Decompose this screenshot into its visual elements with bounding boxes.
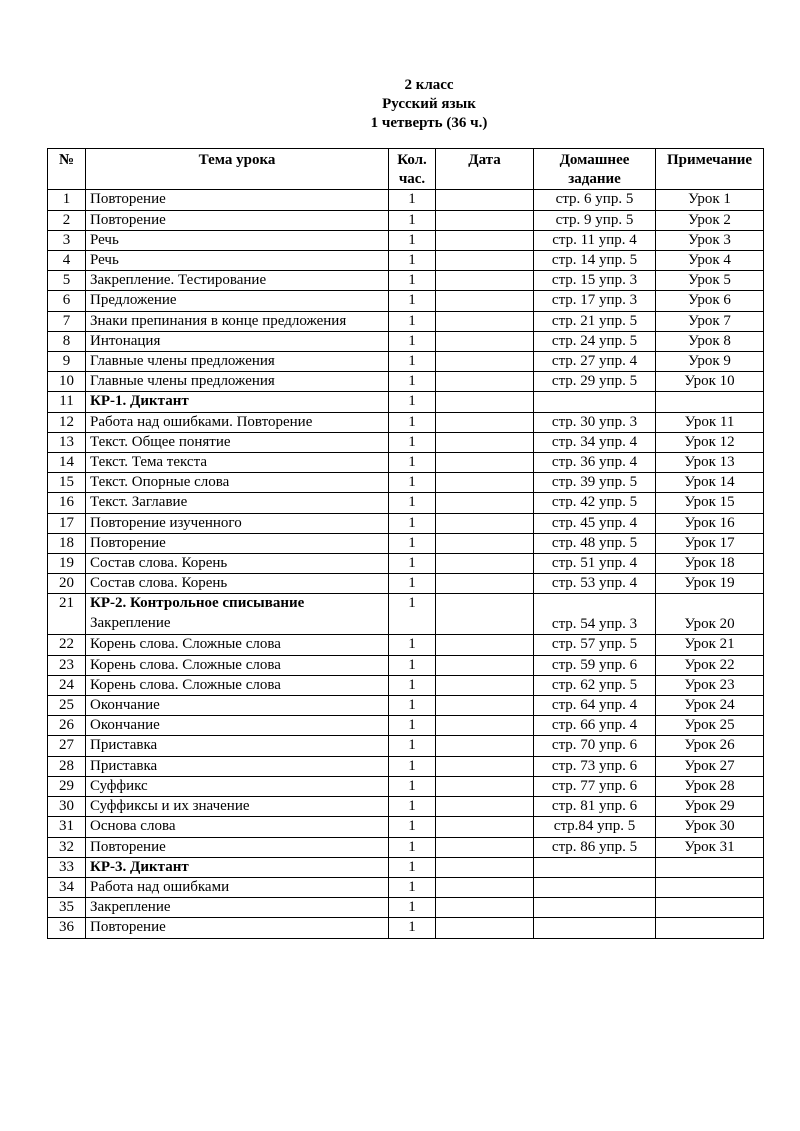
cell-note xyxy=(656,898,764,918)
cell-note: Урок 22 xyxy=(656,655,764,675)
cell-topic: КР-3. Диктант xyxy=(86,857,389,877)
table-row xyxy=(48,473,764,493)
table-row xyxy=(48,574,764,594)
cell-note: Урок 19 xyxy=(656,574,764,594)
cell-date xyxy=(436,594,534,635)
lesson-plan-table xyxy=(47,148,764,939)
cell-topic: Интонация xyxy=(86,331,389,351)
cell-homework: стр. 9 упр. 5 xyxy=(534,210,656,230)
table-row xyxy=(48,210,764,230)
cell-num: 4 xyxy=(48,251,86,271)
column-header-date: Дата xyxy=(436,149,534,190)
cell-note: Урок 26 xyxy=(656,736,764,756)
cell-homework: стр. 6 упр. 5 xyxy=(534,190,656,210)
cell-note: Урок 2 xyxy=(656,210,764,230)
cell-hours: 1 xyxy=(389,594,436,635)
column-header-topic: Тема урока xyxy=(86,149,389,190)
cell-topic: Работа над ошибками. Повторение xyxy=(86,412,389,432)
cell-hours: 1 xyxy=(389,291,436,311)
table-row xyxy=(48,251,764,271)
cell-date xyxy=(436,776,534,796)
cell-note: Урок 10 xyxy=(656,372,764,392)
cell-note: Урок 31 xyxy=(656,837,764,857)
cell-note: Урок 6 xyxy=(656,291,764,311)
cell-note: Урок 28 xyxy=(656,776,764,796)
cell-hours: 1 xyxy=(389,837,436,857)
cell-date xyxy=(436,473,534,493)
cell-date xyxy=(436,210,534,230)
table-row xyxy=(48,918,764,938)
cell-num: 6 xyxy=(48,291,86,311)
cell-hours: 1 xyxy=(389,372,436,392)
cell-hours: 1 xyxy=(389,311,436,331)
column-header-note: Примечание xyxy=(656,149,764,190)
cell-topic: Текст. Опорные слова xyxy=(86,473,389,493)
cell-hours: 1 xyxy=(389,210,436,230)
table-row xyxy=(48,513,764,533)
cell-note: Урок 3 xyxy=(656,230,764,250)
cell-num: 29 xyxy=(48,776,86,796)
cell-hours: 1 xyxy=(389,412,436,432)
cell-num: 10 xyxy=(48,372,86,392)
cell-topic: Закрепление xyxy=(86,898,389,918)
grade-title: 2 класс xyxy=(404,77,454,93)
cell-homework xyxy=(534,898,656,918)
cell-homework: стр. 39 упр. 5 xyxy=(534,473,656,493)
cell-topic: Закрепление. Тестирование xyxy=(86,271,389,291)
cell-num: 26 xyxy=(48,716,86,736)
cell-num: 1 xyxy=(48,190,86,210)
cell-homework: стр. 27 упр. 4 xyxy=(534,352,656,372)
cell-hours: 1 xyxy=(389,696,436,716)
cell-num: 14 xyxy=(48,453,86,473)
cell-note: Урок 17 xyxy=(656,533,764,553)
cell-homework: стр. 70 упр. 6 xyxy=(534,736,656,756)
cell-note: Урок 24 xyxy=(656,696,764,716)
cell-note: Урок 8 xyxy=(656,331,764,351)
cell-topic: Корень слова. Сложные слова xyxy=(86,655,389,675)
cell-topic: Повторение xyxy=(86,533,389,553)
quarter-title: 1 четверть (36 ч.) xyxy=(370,115,488,131)
cell-date xyxy=(436,453,534,473)
table-row xyxy=(48,291,764,311)
cell-date xyxy=(436,655,534,675)
cell-hours: 1 xyxy=(389,655,436,675)
cell-date xyxy=(436,352,534,372)
cell-date xyxy=(436,675,534,695)
cell-topic: Приставка xyxy=(86,756,389,776)
cell-date xyxy=(436,392,534,412)
cell-date xyxy=(436,251,534,271)
cell-topic: Повторение xyxy=(86,837,389,857)
cell-note: Урок 30 xyxy=(656,817,764,837)
cell-num: 8 xyxy=(48,331,86,351)
cell-homework: стр. 48 упр. 5 xyxy=(534,533,656,553)
cell-homework: стр. 77 упр. 6 xyxy=(534,776,656,796)
cell-note: Урок 14 xyxy=(656,473,764,493)
cell-topic: Речь xyxy=(86,251,389,271)
table-row xyxy=(48,756,764,776)
table-row xyxy=(48,392,764,412)
cell-num: 22 xyxy=(48,635,86,655)
table-row xyxy=(48,898,764,918)
cell-num: 11 xyxy=(48,392,86,412)
cell-topic: Повторение xyxy=(86,918,389,938)
table-header-row xyxy=(48,149,764,190)
column-header-num: № xyxy=(48,149,86,190)
cell-date xyxy=(436,554,534,574)
cell-homework: стр. 24 упр. 5 xyxy=(534,331,656,351)
cell-date xyxy=(436,513,534,533)
table-body xyxy=(48,190,764,938)
cell-topic: Текст. Тема текста xyxy=(86,453,389,473)
cell-date xyxy=(436,412,534,432)
cell-note: Урок 7 xyxy=(656,311,764,331)
cell-topic: Окончание xyxy=(86,716,389,736)
cell-hours: 1 xyxy=(389,857,436,877)
table-row xyxy=(48,837,764,857)
table-row xyxy=(48,857,764,877)
cell-num: 28 xyxy=(48,756,86,776)
cell-topic: Повторение xyxy=(86,210,389,230)
cell-note xyxy=(656,392,764,412)
document-header xyxy=(0,76,800,133)
cell-hours: 1 xyxy=(389,493,436,513)
cell-topic-line1: КР-2. Контрольное списывание xyxy=(90,595,305,612)
table-row xyxy=(48,190,764,210)
cell-hours: 1 xyxy=(389,432,436,452)
cell-homework: стр. 34 упр. 4 xyxy=(534,432,656,452)
cell-homework xyxy=(534,857,656,877)
table-row xyxy=(48,594,764,635)
hours-header-line2: час. xyxy=(398,171,426,188)
cell-date xyxy=(436,797,534,817)
cell-homework: стр. 51 упр. 4 xyxy=(534,554,656,574)
cell-date xyxy=(436,291,534,311)
cell-num: 7 xyxy=(48,311,86,331)
cell-topic: Предложение xyxy=(86,291,389,311)
cell-homework: стр. 29 упр. 5 xyxy=(534,372,656,392)
cell-note xyxy=(656,877,764,897)
cell-date xyxy=(436,533,534,553)
cell-homework: стр. 81 упр. 6 xyxy=(534,797,656,817)
cell-homework xyxy=(534,392,656,412)
cell-hours: 1 xyxy=(389,776,436,796)
cell-homework: стр. 21 упр. 5 xyxy=(534,311,656,331)
cell-note: Урок 20 xyxy=(656,594,764,635)
cell-note: Урок 12 xyxy=(656,432,764,452)
cell-note: Урок 21 xyxy=(656,635,764,655)
cell-homework xyxy=(534,877,656,897)
cell-date xyxy=(436,271,534,291)
cell-date xyxy=(436,432,534,452)
cell-homework: стр. 15 упр. 3 xyxy=(534,271,656,291)
table-row xyxy=(48,311,764,331)
cell-topic-line2: Закрепление xyxy=(90,614,171,631)
table-row xyxy=(48,776,764,796)
table-row xyxy=(48,716,764,736)
cell-hours: 1 xyxy=(389,877,436,897)
cell-num: 15 xyxy=(48,473,86,493)
cell-num: 32 xyxy=(48,837,86,857)
hours-header-line1: Кол. xyxy=(397,152,427,168)
cell-num: 23 xyxy=(48,655,86,675)
cell-topic: Состав слова. Корень xyxy=(86,574,389,594)
cell-topic xyxy=(86,594,389,635)
cell-homework: стр. 36 упр. 4 xyxy=(534,453,656,473)
cell-homework: стр. 17 упр. 3 xyxy=(534,291,656,311)
cell-hours: 1 xyxy=(389,736,436,756)
cell-hours: 1 xyxy=(389,797,436,817)
homework-header-line1: Домашнее xyxy=(559,152,630,168)
table-row xyxy=(48,230,764,250)
cell-topic: Корень слова. Сложные слова xyxy=(86,635,389,655)
cell-hours: 1 xyxy=(389,635,436,655)
cell-homework: стр. 57 упр. 5 xyxy=(534,635,656,655)
cell-hours: 1 xyxy=(389,190,436,210)
cell-num: 13 xyxy=(48,432,86,452)
cell-hours: 1 xyxy=(389,331,436,351)
cell-topic: Окончание xyxy=(86,696,389,716)
subject-title: Русский язык xyxy=(382,96,476,112)
cell-topic: Повторение xyxy=(86,190,389,210)
cell-topic: Главные члены предложения xyxy=(86,352,389,372)
cell-date xyxy=(436,877,534,897)
cell-homework: стр. 62 упр. 5 xyxy=(534,675,656,695)
cell-num: 30 xyxy=(48,797,86,817)
cell-num: 31 xyxy=(48,817,86,837)
cell-hours: 1 xyxy=(389,271,436,291)
cell-hours: 1 xyxy=(389,251,436,271)
cell-date xyxy=(436,311,534,331)
table-row xyxy=(48,493,764,513)
cell-num: 33 xyxy=(48,857,86,877)
cell-note: Урок 16 xyxy=(656,513,764,533)
cell-date xyxy=(436,898,534,918)
table-row xyxy=(48,817,764,837)
table-row xyxy=(48,372,764,392)
cell-hours: 1 xyxy=(389,513,436,533)
cell-date xyxy=(436,918,534,938)
cell-note xyxy=(656,857,764,877)
cell-homework: стр. 66 упр. 4 xyxy=(534,716,656,736)
cell-num: 18 xyxy=(48,533,86,553)
cell-num: 3 xyxy=(48,230,86,250)
column-header-hours xyxy=(389,149,436,190)
cell-topic: Текст. Заглавие xyxy=(86,493,389,513)
cell-homework: стр. 86 упр. 5 xyxy=(534,837,656,857)
cell-hours: 1 xyxy=(389,675,436,695)
cell-num: 21 xyxy=(48,594,86,635)
table-row xyxy=(48,554,764,574)
homework-header-line2: задание xyxy=(568,171,621,188)
cell-date xyxy=(436,493,534,513)
cell-note: Урок 18 xyxy=(656,554,764,574)
cell-date xyxy=(436,372,534,392)
cell-note: Урок 9 xyxy=(656,352,764,372)
cell-topic: Текст. Общее понятие xyxy=(86,432,389,452)
cell-note: Урок 29 xyxy=(656,797,764,817)
cell-num: 16 xyxy=(48,493,86,513)
cell-topic: Работа над ошибками xyxy=(86,877,389,897)
cell-date xyxy=(436,574,534,594)
cell-date xyxy=(436,817,534,837)
column-header-homework xyxy=(534,149,656,190)
cell-hours: 1 xyxy=(389,554,436,574)
cell-homework: стр. 45 упр. 4 xyxy=(534,513,656,533)
cell-homework: стр. 14 упр. 5 xyxy=(534,251,656,271)
cell-note: Урок 13 xyxy=(656,453,764,473)
cell-hours: 1 xyxy=(389,898,436,918)
table-row xyxy=(48,877,764,897)
cell-topic: Состав слова. Корень xyxy=(86,554,389,574)
cell-homework: стр. 64 упр. 4 xyxy=(534,696,656,716)
cell-num: 24 xyxy=(48,675,86,695)
cell-date xyxy=(436,190,534,210)
cell-note: Урок 11 xyxy=(656,412,764,432)
table-row xyxy=(48,352,764,372)
cell-topic: Знаки препинания в конце предложения xyxy=(86,311,389,331)
cell-date xyxy=(436,857,534,877)
table-row xyxy=(48,271,764,291)
cell-num: 9 xyxy=(48,352,86,372)
cell-date xyxy=(436,331,534,351)
table-row xyxy=(48,453,764,473)
cell-note: Урок 5 xyxy=(656,271,764,291)
cell-topic: Суффикс xyxy=(86,776,389,796)
cell-homework: стр. 53 упр. 4 xyxy=(534,574,656,594)
cell-note: Урок 15 xyxy=(656,493,764,513)
cell-hours: 1 xyxy=(389,453,436,473)
cell-num: 35 xyxy=(48,898,86,918)
cell-homework: стр. 30 упр. 3 xyxy=(534,412,656,432)
cell-note: Урок 1 xyxy=(656,190,764,210)
table-row xyxy=(48,797,764,817)
cell-num: 5 xyxy=(48,271,86,291)
cell-num: 25 xyxy=(48,696,86,716)
cell-date xyxy=(436,736,534,756)
cell-num: 27 xyxy=(48,736,86,756)
table-row xyxy=(48,696,764,716)
cell-hours: 1 xyxy=(389,918,436,938)
cell-topic: Основа слова xyxy=(86,817,389,837)
cell-homework: стр. 59 упр. 6 xyxy=(534,655,656,675)
cell-hours: 1 xyxy=(389,392,436,412)
cell-topic: КР-1. Диктант xyxy=(86,392,389,412)
cell-num: 20 xyxy=(48,574,86,594)
cell-homework: стр. 54 упр. 3 xyxy=(534,594,656,635)
table-row xyxy=(48,432,764,452)
cell-hours: 1 xyxy=(389,716,436,736)
cell-date xyxy=(436,716,534,736)
table-row xyxy=(48,736,764,756)
cell-num: 17 xyxy=(48,513,86,533)
cell-homework: стр.84 упр. 5 xyxy=(534,817,656,837)
table-row xyxy=(48,412,764,432)
cell-note xyxy=(656,918,764,938)
cell-date xyxy=(436,230,534,250)
cell-homework: стр. 42 упр. 5 xyxy=(534,493,656,513)
cell-note: Урок 27 xyxy=(656,756,764,776)
cell-hours: 1 xyxy=(389,533,436,553)
cell-topic: Приставка xyxy=(86,736,389,756)
cell-homework xyxy=(534,918,656,938)
cell-topic: Повторение изученного xyxy=(86,513,389,533)
cell-hours: 1 xyxy=(389,574,436,594)
cell-num: 36 xyxy=(48,918,86,938)
cell-note: Урок 23 xyxy=(656,675,764,695)
cell-hours: 1 xyxy=(389,352,436,372)
cell-num: 34 xyxy=(48,877,86,897)
cell-hours: 1 xyxy=(389,230,436,250)
table-row xyxy=(48,675,764,695)
cell-hours: 1 xyxy=(389,473,436,493)
cell-date xyxy=(436,635,534,655)
cell-topic: Главные члены предложения xyxy=(86,372,389,392)
cell-topic: Корень слова. Сложные слова xyxy=(86,675,389,695)
table-row xyxy=(48,533,764,553)
table-row xyxy=(48,655,764,675)
cell-note: Урок 25 xyxy=(656,716,764,736)
cell-homework: стр. 11 упр. 4 xyxy=(534,230,656,250)
cell-date xyxy=(436,837,534,857)
cell-note: Урок 4 xyxy=(656,251,764,271)
cell-topic: Речь xyxy=(86,230,389,250)
table-row xyxy=(48,635,764,655)
cell-topic: Суффиксы и их значение xyxy=(86,797,389,817)
cell-hours: 1 xyxy=(389,756,436,776)
cell-num: 2 xyxy=(48,210,86,230)
cell-homework: стр. 73 упр. 6 xyxy=(534,756,656,776)
cell-num: 19 xyxy=(48,554,86,574)
cell-date xyxy=(436,696,534,716)
cell-num: 12 xyxy=(48,412,86,432)
cell-hours: 1 xyxy=(389,817,436,837)
cell-date xyxy=(436,756,534,776)
table-row xyxy=(48,331,764,351)
